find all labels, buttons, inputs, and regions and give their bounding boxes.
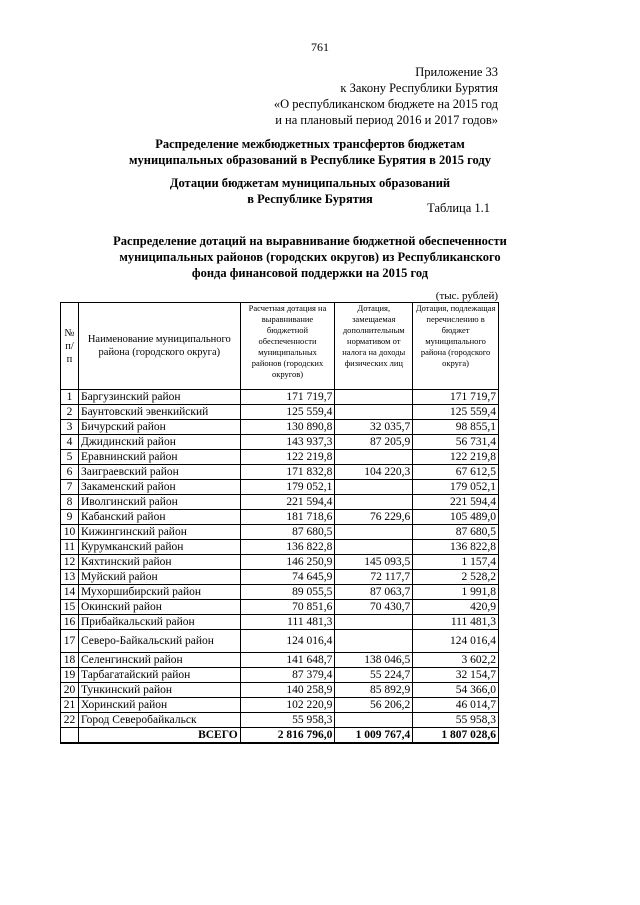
row-replaced	[335, 615, 413, 630]
row-transferred: 98 855,1	[413, 420, 499, 435]
title-line: Распределение межбюджетных трансфертов бюджетам	[155, 137, 465, 151]
distribution-table	[60, 302, 499, 744]
row-calculated: 111 481,3	[240, 615, 335, 630]
row-transferred: 171 719,7	[413, 390, 499, 405]
table-row	[61, 495, 499, 510]
title-line: в Республике Бурятия	[247, 192, 373, 206]
row-transferred: 122 219,8	[413, 450, 499, 465]
row-replaced	[335, 713, 413, 728]
total-num-cell	[61, 728, 79, 744]
table-row	[61, 683, 499, 698]
table-label: Таблица 1.1	[427, 201, 490, 215]
row-num: 2	[61, 405, 79, 420]
row-calculated: 102 220,9	[240, 698, 335, 713]
row-transferred: 105 489,0	[413, 510, 499, 525]
row-num: 6	[61, 465, 79, 480]
annex-header	[274, 64, 498, 128]
row-replaced: 87 063,7	[335, 585, 413, 600]
row-num: 5	[61, 450, 79, 465]
row-num: 1	[61, 390, 79, 405]
row-transferred: 32 154,7	[413, 668, 499, 683]
row-replaced: 56 206,2	[335, 698, 413, 713]
row-name: Прибайкальский район	[78, 615, 240, 630]
table-row	[61, 435, 499, 450]
row-calculated: 143 937,3	[240, 435, 335, 450]
row-replaced	[335, 390, 413, 405]
row-name: Тункинский район	[78, 683, 240, 698]
table-row	[61, 555, 499, 570]
row-calculated: 87 379,4	[240, 668, 335, 683]
row-calculated: 125 559,4	[240, 405, 335, 420]
table-row	[61, 653, 499, 668]
row-num: 8	[61, 495, 79, 510]
row-transferred: 55 958,3	[413, 713, 499, 728]
row-num: 14	[61, 585, 79, 600]
row-transferred: 125 559,4	[413, 405, 499, 420]
row-num: 15	[61, 600, 79, 615]
table-row	[61, 540, 499, 555]
row-replaced: 104 220,3	[335, 465, 413, 480]
row-transferred: 56 731,4	[413, 435, 499, 450]
total-row	[61, 728, 499, 744]
row-replaced: 32 035,7	[335, 420, 413, 435]
row-name: Иволгинский район	[78, 495, 240, 510]
row-calculated: 146 250,9	[240, 555, 335, 570]
row-calculated: 122 219,8	[240, 450, 335, 465]
row-num: 22	[61, 713, 79, 728]
table-row	[61, 668, 499, 683]
table-row	[61, 698, 499, 713]
title-line: муниципальных образований в Республике Бурятия в 2015 году	[129, 153, 491, 167]
title-line: Дотации бюджетам муниципальных образований	[169, 176, 451, 190]
annex-line: к Закону Республики Бурятия	[340, 81, 498, 95]
row-transferred: 67 612,5	[413, 465, 499, 480]
title-line: Распределение дотаций на выравнивание бюджетной обеспеченности	[113, 234, 507, 248]
table-row	[61, 570, 499, 585]
row-calculated: 171 832,8	[240, 465, 335, 480]
row-transferred: 2 528,2	[413, 570, 499, 585]
row-calculated: 74 645,9	[240, 570, 335, 585]
table-row	[61, 585, 499, 600]
row-num: 19	[61, 668, 79, 683]
title-line: фонда финансовой поддержки на 2015 год	[191, 266, 429, 280]
row-replaced: 55 224,7	[335, 668, 413, 683]
table-row	[61, 390, 499, 405]
row-name: Селенгинский район	[78, 653, 240, 668]
annex-line: Приложение 33	[415, 65, 498, 79]
row-transferred: 1 991,8	[413, 585, 499, 600]
row-name: Мухоршибирский район	[78, 585, 240, 600]
table-header-row	[61, 303, 499, 390]
table-row	[61, 405, 499, 420]
row-replaced	[335, 495, 413, 510]
table-row	[61, 630, 499, 653]
row-transferred: 111 481,3	[413, 615, 499, 630]
row-calculated: 87 680,5	[240, 525, 335, 540]
header-num: № п/п	[61, 303, 79, 390]
total-c1: 2 816 796,0	[240, 728, 335, 744]
row-name: Город Северобайкальск	[78, 713, 240, 728]
title-line: муниципальных районов (городских округов) из Республиканского	[119, 250, 501, 264]
row-transferred: 3 602,2	[413, 653, 499, 668]
header-name: Наименование муниципального района (городского округа)	[78, 303, 240, 390]
row-name: Кижингинский район	[78, 525, 240, 540]
document-title	[60, 136, 560, 168]
table-row	[61, 450, 499, 465]
table-row	[61, 615, 499, 630]
row-calculated: 124 016,4	[240, 630, 335, 653]
row-transferred: 136 822,8	[413, 540, 499, 555]
row-replaced	[335, 480, 413, 495]
row-replaced: 87 205,9	[335, 435, 413, 450]
row-name: Хоринский район	[78, 698, 240, 713]
row-name: Кабанский район	[78, 510, 240, 525]
row-num: 9	[61, 510, 79, 525]
row-num: 18	[61, 653, 79, 668]
row-name: Муйский район	[78, 570, 240, 585]
row-transferred: 1 157,4	[413, 555, 499, 570]
row-calculated: 136 822,8	[240, 540, 335, 555]
row-replaced	[335, 540, 413, 555]
row-calculated: 141 648,7	[240, 653, 335, 668]
table-title	[50, 233, 570, 281]
row-calculated: 179 052,1	[240, 480, 335, 495]
table-row	[61, 420, 499, 435]
header-replaced-subsidy: Дотация, замещаемая дополнительным нормативом от налога на доходы физических лиц	[335, 303, 413, 390]
row-replaced: 70 430,7	[335, 600, 413, 615]
annex-line: и на плановый период 2016 и 2017 годов»	[275, 113, 498, 127]
row-transferred: 46 014,7	[413, 698, 499, 713]
table-row	[61, 525, 499, 540]
row-num: 21	[61, 698, 79, 713]
row-replaced: 72 117,7	[335, 570, 413, 585]
row-name: Курумканский район	[78, 540, 240, 555]
annex-line: «О республиканском бюджете на 2015 год	[273, 97, 498, 111]
row-calculated: 89 055,5	[240, 585, 335, 600]
row-transferred: 179 052,1	[413, 480, 499, 495]
table-row	[61, 713, 499, 728]
page-number: 761	[311, 40, 329, 54]
row-transferred: 54 366,0	[413, 683, 499, 698]
row-num: 17	[61, 630, 79, 653]
row-name: Джидинский район	[78, 435, 240, 450]
row-calculated: 140 258,9	[240, 683, 335, 698]
row-num: 10	[61, 525, 79, 540]
row-num: 3	[61, 420, 79, 435]
units-label: (тыс. рублей)	[435, 290, 498, 302]
row-transferred: 420,9	[413, 600, 499, 615]
row-replaced: 76 229,6	[335, 510, 413, 525]
row-name: Еравнинский район	[78, 450, 240, 465]
row-calculated: 130 890,8	[240, 420, 335, 435]
row-name: Заиграевский район	[78, 465, 240, 480]
total-label: ВСЕГО	[78, 728, 240, 744]
row-replaced	[335, 450, 413, 465]
row-name: Бичурский район	[78, 420, 240, 435]
table-row	[61, 600, 499, 615]
row-name: Окинский район	[78, 600, 240, 615]
row-transferred: 87 680,5	[413, 525, 499, 540]
row-num: 13	[61, 570, 79, 585]
row-name: Баргузинский район	[78, 390, 240, 405]
table-row	[61, 510, 499, 525]
total-c3: 1 807 028,6	[413, 728, 499, 744]
table-row	[61, 480, 499, 495]
row-calculated: 221 594,4	[240, 495, 335, 510]
row-replaced	[335, 630, 413, 653]
row-name: Кяхтинский район	[78, 555, 240, 570]
row-calculated: 70 851,6	[240, 600, 335, 615]
row-name: Баунтовский эвенкийский	[78, 405, 240, 420]
header-transferred-subsidy: Дотация, подлежащая перечислению в бюджет муниципального района (городского округа)	[413, 303, 499, 390]
row-num: 7	[61, 480, 79, 495]
row-num: 20	[61, 683, 79, 698]
row-replaced: 85 892,9	[335, 683, 413, 698]
row-transferred: 221 594,4	[413, 495, 499, 510]
row-replaced: 138 046,5	[335, 653, 413, 668]
total-c2: 1 009 767,4	[335, 728, 413, 744]
row-transferred: 124 016,4	[413, 630, 499, 653]
header-calculated-subsidy: Расчетная дотация на выравнивание бюджетной обеспеченности муниципальных районов (городских округов)	[240, 303, 335, 390]
row-name: Закаменский район	[78, 480, 240, 495]
table-row	[61, 465, 499, 480]
row-replaced	[335, 405, 413, 420]
row-name: Северо-Байкальский район	[78, 630, 240, 653]
row-num: 4	[61, 435, 79, 450]
row-num: 16	[61, 615, 79, 630]
row-num: 12	[61, 555, 79, 570]
row-replaced	[335, 525, 413, 540]
row-calculated: 171 719,7	[240, 390, 335, 405]
row-name: Тарбагатайский район	[78, 668, 240, 683]
row-calculated: 55 958,3	[240, 713, 335, 728]
row-num: 11	[61, 540, 79, 555]
row-replaced: 145 093,5	[335, 555, 413, 570]
row-calculated: 181 718,6	[240, 510, 335, 525]
